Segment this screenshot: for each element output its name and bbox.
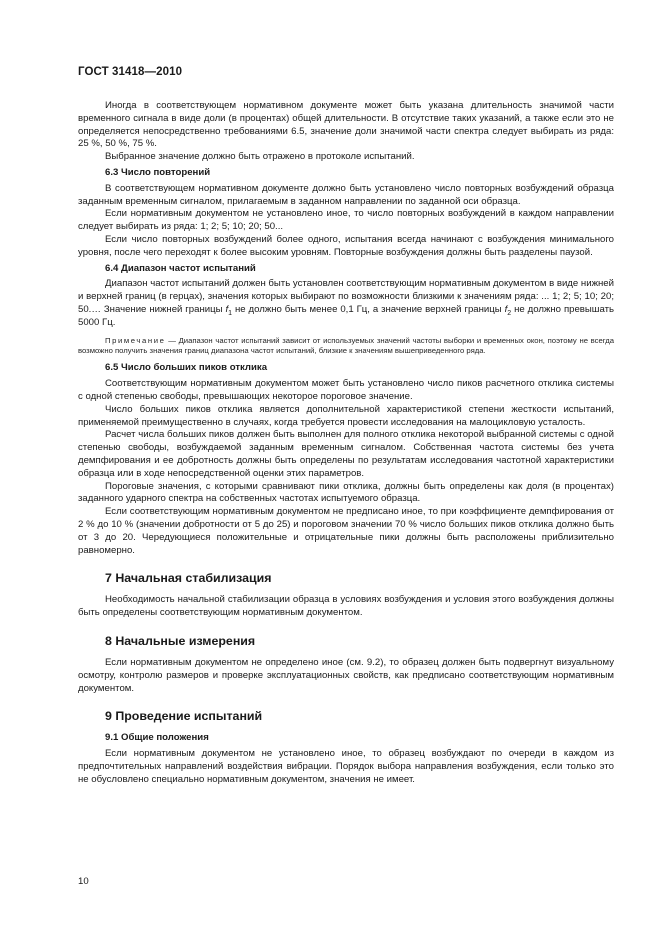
section-9-heading: 9 Проведение испытаний: [105, 709, 263, 724]
section-6-5-heading: 6.5 Число больших пиков отклика: [105, 362, 268, 374]
section-7-heading: 7 Начальная стабилизация: [105, 571, 272, 586]
section-6-5-paragraph-2: Число больших пиков отклика является дополнительной характеристикой степени жесткости испытаний, применяемой преимущественно в случаях, когда требуется провести исследования на малоцикловую усталость.: [78, 403, 614, 428]
section-6-5-paragraph-4: Пороговые значения, с которыми сравнивают пики отклика, должны быть определены как доля (в процентах) заданного ударного спектра на собственных частотах испытуемого образца.: [78, 480, 614, 505]
section-8-paragraph-1: Если нормативным документом не определено иное (см. 9.2), то образец должен быть подвергнут визуальному осмотру, контролю размеров и проверке эксплуатационных свойств, как предписано соответствующим нормативным документом.: [78, 656, 614, 694]
intro-paragraph-1: Иногда в соответствующем нормативном документе может быть указана длительность значимой части временного сигнала в виде доли (в процентах) общей длительности. В отсутствие таких указаний, а также если это не определяется непосредственно требованиями 6.5, значение доли значимой части спектра следует выбирать из ряда: 25 %, 50 %, 75 %.: [78, 100, 614, 150]
section-8-heading: 8 Начальные измерения: [105, 633, 256, 648]
frequency-symbol: f: [504, 303, 508, 315]
section-6-5-paragraph-5: Если соответствующим нормативным документом не предписано иное, то при коэффициенте демпфирования от 2 % до 10 % (значении добротности от 5 до 25) и пороговом значении 70 % число больших пиков отклика должно быть от 3 до 20. Чередующиеся положительные и отрицательные пики должны быть расположены приблизительно равномерно.: [78, 506, 614, 556]
text-run: не должно быть менее 0,1 Гц, а значение верхней границы: [232, 303, 505, 315]
intro-paragraph-2: Выбранное значение должно быть отражено в протоколе испытаний.: [105, 151, 415, 163]
page-number: 10: [78, 876, 89, 887]
section-9-1-paragraph-1: Если нормативным документом не установлено иное, то образец возбуждают по очереди в каждом из предпочтительных направлений воздействия вибрации. Порядок выбора направления возбуждения, если только это не обусловлено специально нормативным документом, значения не имеет.: [78, 748, 614, 785]
section-6-5-paragraph-3: Расчет числа больших пиков должен быть выполнен для полного отклика некоторой выбранной системы с одной степенью свободы, возбуждаемой заданным временным сигналом. Собственная частота системы без учета демпфирования и ее добротность должны быть определены по результатам исследования частотной характеристики образца или в ходе непосредственной оценки этих параметров.: [78, 429, 614, 479]
note-label: Примечание: [105, 335, 166, 345]
section-9-1-heading: 9.1 Общие положения: [105, 732, 209, 744]
document-page: [78, 66, 614, 786]
note-text: — Диапазон частот испытаний зависит от используемых значений частоты выборки и временных окон, поэтому не всегда возможно получить значения границ диапазона частот испытаний, близкие к значениям вышеприведенного ряда.: [78, 335, 614, 355]
document-code: ГОСТ 31418—2010: [78, 66, 183, 78]
subscript: 2: [507, 309, 512, 317]
frequency-symbol: f: [225, 303, 229, 315]
section-6-3-paragraph-1: В соответствующем нормативном документе должно быть установлено число повторных возбуждений образца заданным временным сигналом, прилагаемым в заданном направлении по заданной оси образца.: [78, 182, 614, 207]
section-6-3-paragraph-3: Если число повторных возбуждений более одного, испытания всегда начинают с возбуждения минимального уровня, после чего переходят к более высоким уровням. Повторные возбуждения должны быть разделены паузой.: [78, 233, 614, 258]
text-run: не должно превышать 5000 Гц.: [78, 303, 615, 328]
section-6-4-note: [78, 336, 614, 357]
section-6-4-heading: 6.4 Диапазон частот испытаний: [105, 262, 256, 274]
section-6-5-paragraph-1: Соответствующим нормативным документом может быть установлено число пиков расчетного отклика системы с одной степенью свободы, превышающих некоторое пороговое значение.: [78, 378, 614, 402]
section-6-3-heading: 6.3 Число повторений: [105, 166, 211, 178]
section-6-3-paragraph-2: Если нормативным документом не установлено иное, то число повторных возбуждений в каждом направлении следует выбирать из ряда: 1; 2; 5; 10; 20; 50...: [78, 208, 614, 233]
text-run: Диапазон частот испытаний должен быть установлен соответствующим нормативным документом в виде нижней и верхней границ (в герцах), значения которых выбирают по возможности близкими к значениям ряда: ... 1; 2; 5; 10; 20; 50.… Значение нижней границы: [78, 278, 614, 315]
section-6-4-paragraph-1: [78, 278, 614, 329]
subscript: 1: [228, 309, 233, 317]
section-7-paragraph-1: Необходимость начальной стабилизации образца в условиях возбуждения и условия этого возбуждения должны быть определены соответствующим нормативным документом.: [78, 594, 614, 619]
